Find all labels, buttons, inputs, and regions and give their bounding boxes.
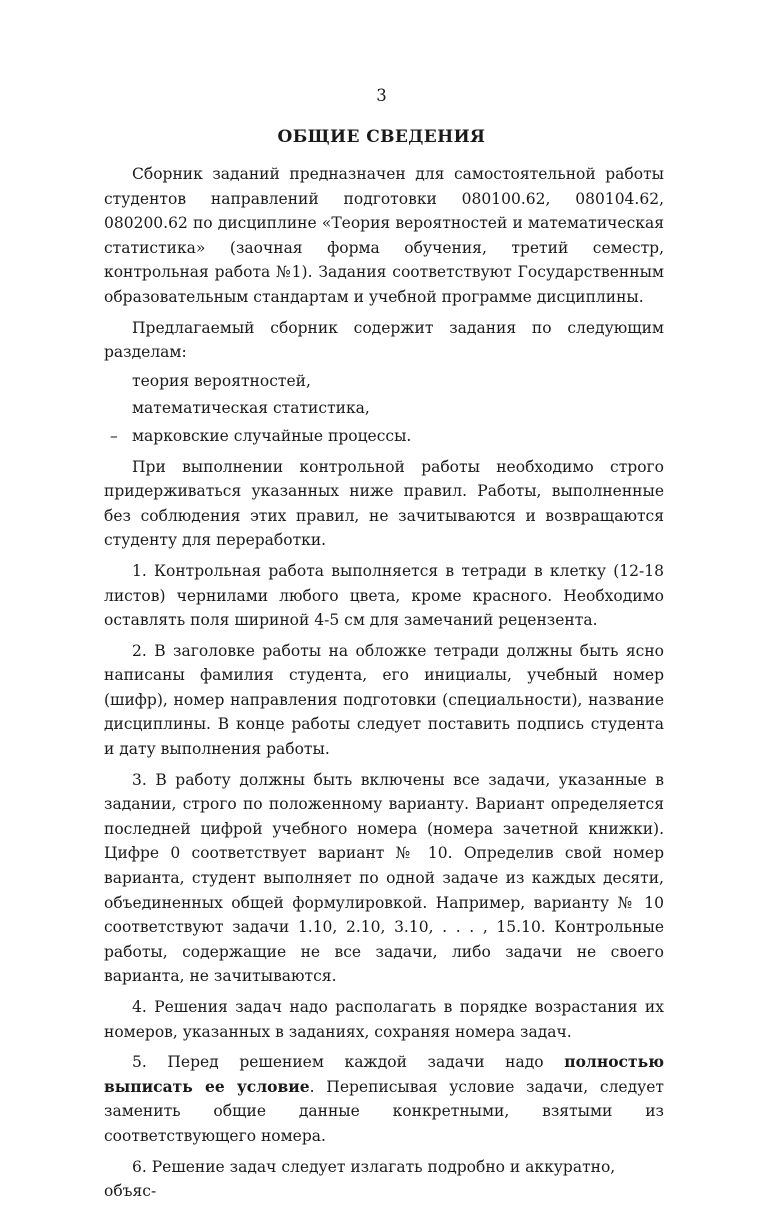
intro-paragraph: Сборник заданий предназначен для самостоятельной работы студентов направлений подготовки 080100.62, 080104.62, 080200.62 по дисциплине «Теория вероятностей и математическая статистика» (заочная форма обучения, третий семестр, контрольная работа №1). Задания соответствуют Государственным образовательным стандартам и учебной программе дисциплины. — [104, 165, 664, 306]
list-item-text: теория вероятностей, — [132, 371, 311, 390]
section-title: ОБЩИЕ СВЕДЕНИЯ — [277, 127, 486, 147]
rule-5-text-end: . Переписывая условие задачи, следует заменить общие данные конкретными, взятыми из соответствующего номера. — [104, 1077, 664, 1145]
rule-paragraph-5 — [104, 1050, 664, 1148]
page-number: 3 — [376, 86, 387, 105]
rule-paragraph-4: 4. Решения задач надо располагать в порядке возрастания их номеров, указанных в заданиях, сохраняя номера задач. — [104, 998, 664, 1041]
rule-paragraph-2: 2. В заголовке работы на обложке тетради должны быть ясно написаны фамилия студента, его инициалы, учебный номер (шифр), номер направления подготовки (специальности), название дисциплины. В конце работы следует поставить подпись студента и дату выполнения работы. — [104, 641, 664, 759]
rule-5-emphasis: полностью выписать ее условие — [104, 1052, 664, 1096]
rule-5-text-start: 5. Перед решением каждой задачи надо — [132, 1053, 565, 1072]
section-list-item: – марковские случайные процессы. — [110, 426, 412, 445]
rule-paragraph-6: 6. Решение задач следует излагать подробно и аккуратно, объяс- — [104, 1157, 616, 1201]
sections-intro-paragraph: Предлагаемый сборник содержит задания по следующим разделам: — [104, 318, 664, 362]
list-item-text: математическая статистика, — [132, 399, 370, 418]
rule-paragraph-1: 1. Контрольная работа выполняется в тетради в клетку (12-18 листов) чернилами любого цвета, кроме красного. Необходимо оставлять поля шириной 4-5 см для замечаний рецензента. — [104, 561, 664, 630]
list-item-text: марковские случайные процессы. — [132, 426, 412, 445]
rule-paragraph-3: 3. В работу должны быть включены все задачи, указанные в задании, строго по положенному варианту. Вариант определяется последней цифрой учебного номера (номера зачетной книжки). Цифре 0 соответствует вариант № 10. Определив свой номер варианта, студент выполняет по одной задаче из каждых десяти, объединенных общей формулировкой. Например, варианту № 10 соответствуют задачи 1.10, 2.10, 3.10, . . . , 15.10. Контрольные работы, содержащие не все задачи, либо задачи не своего варианта, не зачитываются. — [104, 770, 664, 986]
section-list-item — [104, 369, 664, 394]
rules-intro-paragraph: При выполнении контрольной работы необходимо строго придерживаться указанных ниже правил. Работы, выполненные без соблюдения этих правил, не зачитываются и возвращаются студенту для переработки. — [104, 457, 664, 550]
page-body — [104, 162, 664, 1210]
section-list-item — [104, 396, 664, 421]
